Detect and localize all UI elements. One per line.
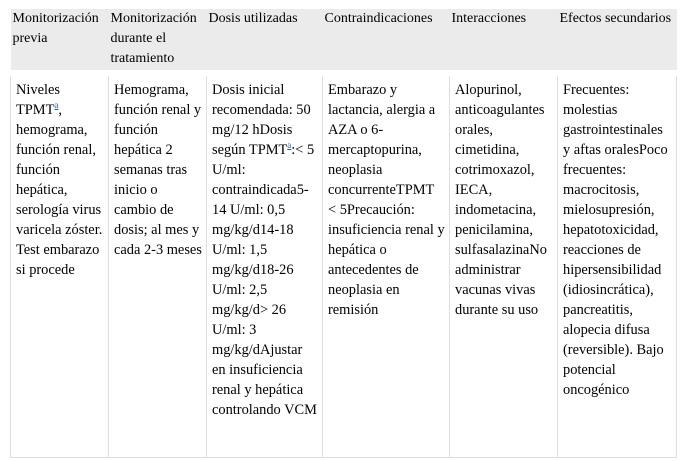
cell-dosis: [207, 76, 323, 457]
cell-text: , hemograma, función renal, función hepática, serología virus varicela zóster. Test embarazo si procede: [16, 102, 103, 278]
cell-text: Dosis inicial recomendada: 50 mg/12 hDosis según TPMT: [212, 82, 311, 158]
header-contraindicaciones: Contraindicaciones: [323, 9, 450, 70]
header-efectos-secundarios: Efectos secundarios: [558, 9, 677, 70]
header-monitorizacion-durante: Monitorización durante el tratamiento: [109, 9, 207, 70]
header-interacciones: Interacciones: [450, 9, 558, 70]
cell-monitorizacion-durante: Hemograma, función renal y función hepática 2 semanas tras inicio o cambio de dosis; al mes y cada 2-3 meses: [109, 76, 207, 457]
cell-text: Niveles TPMT: [16, 82, 60, 118]
header-row: [11, 9, 677, 70]
table-row: [11, 76, 677, 457]
cell-efectos-secundarios: Frecuentes: molestias gastrointestinales y aftas oralesPoco frecuentes: macrocitosis, mielosupresión, hepatotoxicidad, reacciones de hipersensibilidad (idiosincrática), pancreatitis, alopecia difusa (reversible). Bajo potencial oncogénico: [558, 76, 677, 457]
footnote-link[interactable]: a: [287, 140, 292, 151]
cell-monitorizacion-previa: [11, 76, 109, 457]
drug-monitoring-table: [10, 9, 677, 458]
header-monitorizacion-previa: Monitorización previa: [11, 9, 109, 70]
header-dosis: Dosis utilizadas: [207, 9, 323, 70]
cell-contraindicaciones: Embarazo y lactancia, alergia a AZA o 6-mercaptopurina, neoplasia concurrenteTPMT < 5Precaución: insuficiencia renal y hepática o antecedentes de neoplasia en remisión: [323, 76, 450, 457]
cell-text: :< 5 U/ml: contraindicada5-14 U/ml: 0,5 mg/kg/d14-18 U/ml: 1,5 mg/kg/d18-26 U/ml: 2,5 mg/kg/d> 26 U/ml: 3 mg/kg/dAjustar en insuficiencia renal y hepática controlando VCM: [212, 142, 317, 418]
footnote-link[interactable]: a: [54, 100, 59, 111]
cell-interacciones: Alopurinol, anticoagulantes orales, cimetidina, cotrimoxazol, IECA, indometacina, penicilamina, sulfasalazinaNo administrar vacunas vivas durante su uso: [450, 76, 558, 457]
